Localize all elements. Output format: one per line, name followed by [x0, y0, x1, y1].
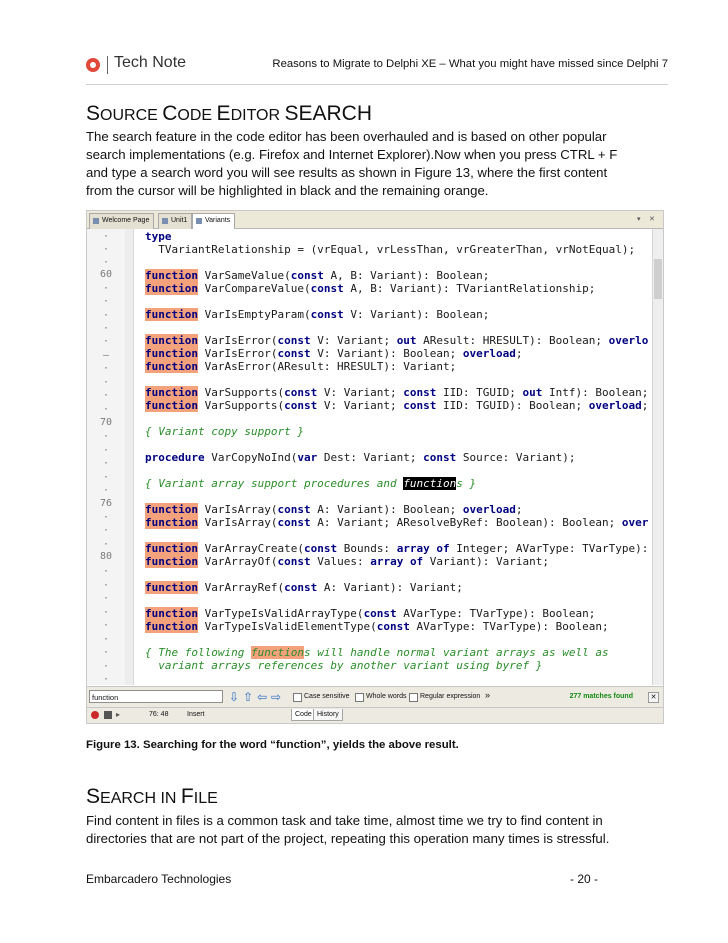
- tab-variants[interactable]: Variants: [192, 213, 235, 229]
- page-icon: [93, 218, 99, 224]
- line-number-gutter: · · · 60 · · · · · – · · · · 70 · · · · · 76 · · · 80 · · · · · · · · ·: [87, 229, 125, 685]
- page-number: - 20 -: [570, 872, 599, 886]
- tab-code[interactable]: Code: [291, 709, 316, 721]
- figure-caption: Figure 13. Searching for the word “function”, yields the above result.: [86, 739, 459, 751]
- stop-macro-icon[interactable]: [104, 711, 112, 719]
- play-macro-icon[interactable]: ▸: [116, 710, 121, 719]
- regular-expression-checkbox[interactable]: Regular expression: [409, 692, 480, 702]
- search-input[interactable]: function: [89, 690, 223, 703]
- section2-paragraph: Find content in files is a common task and take time, almost time we try to find content in directories that are not part of the project, repeating this operation many times is stressful.: [86, 813, 610, 846]
- code-lines: type TVariantRelationship = (vrEqual, vrLessThan, vrGreaterThan, vrNotEqual); function VarSameValue(const A, B: Variant): Boolean; function VarCompareValue(const A, B: Variant): TVariantRelationship; function VarIsEmptyParam(const V: Variant): Boolean; function VarIsError(const V: Variant; out AResult: HRESULT): Boolean; overlo function VarIsError(const V: Variant): Boolean; overload; function VarAsError(AResult: HRESULT): Variant; function VarSupports(const V: Variant; const IID: TGUID; out Intf): Boolean; function VarSupports(const V: Variant; const IID: TGUID): Boolean; overload; { Variant copy support } procedure VarCopyNoInd(var Dest: Variant; const Source: Variant); { Variant array support procedures and functions } function VarIsArray(const A: Variant): Boolean; overload; function VarIsArray(const A: Variant; AResolveByRef: Boolean): Boolean; over function VarArrayCreate(const Bounds: array of Integer; AVarType: TVarType): function VarArrayOf(const Values: array of Variant): Variant; function VarArrayRef(const A: Variant): Variant; function VarTypeIsValidArrayType(const AVarType: TVarType): Boolean; function VarTypeIsValidElementType(const AVarType: TVarType): Boolean; { The following functions will handle normal variant arrays as well as variant arrays references by another variant using byref }: [145, 230, 649, 672]
- line-number: 70: [99, 417, 113, 428]
- match-count: 277 matches found: [569, 693, 633, 700]
- case-sensitive-checkbox[interactable]: Case sensitive: [293, 692, 350, 702]
- change-bar: [125, 229, 134, 685]
- tab-dropdown-icon[interactable]: ▾: [637, 216, 641, 223]
- tab-unit1[interactable]: Unit1: [158, 213, 192, 229]
- find-previous-icon[interactable]: ⇧: [243, 690, 254, 704]
- ide-screenshot: [86, 210, 664, 724]
- embarcadero-logo-icon: [86, 58, 100, 72]
- more-options-icon[interactable]: »: [485, 690, 491, 700]
- close-find-bar-icon[interactable]: ✕: [648, 692, 659, 703]
- find-previous-arrow-icon[interactable]: ⇨: [271, 690, 282, 704]
- section-heading-search-in-file: SEARCH IN FILE: [86, 785, 218, 808]
- tab-welcome-page[interactable]: Welcome Page: [89, 213, 154, 229]
- record-macro-icon[interactable]: [91, 711, 99, 719]
- find-next-arrow-icon[interactable]: ⇦: [257, 690, 268, 704]
- close-tab-icon[interactable]: ✕: [649, 216, 655, 223]
- edit-mode: Insert: [187, 711, 205, 718]
- line-number: 60: [99, 269, 113, 280]
- cursor-position: 76: 48: [149, 711, 169, 718]
- editor-tab-bar: [87, 211, 663, 229]
- code-editor[interactable]: [87, 229, 663, 685]
- section-heading-source-code-editor-search: SOURCE CODE EDITOR SEARCH: [86, 102, 373, 125]
- header-title: Reasons to Migrate to Delphi XE – What you might have missed since Delphi 7: [272, 58, 668, 70]
- status-bar: [87, 707, 663, 724]
- unit-icon: [196, 218, 202, 224]
- section1-paragraph: The search feature in the code editor has been overhauled and is based on other popular search implementations (e.g. Firefox and Internet Explorer).Now when you press CTRL + F and type a search word you will see results as shown in Figure 13, where the first content from the cursor will be highlighted in black and the remaining orange.: [86, 129, 618, 198]
- footer-company: Embarcadero Technologies: [86, 872, 232, 886]
- find-next-icon[interactable]: ⇩: [229, 690, 240, 704]
- scrollbar-thumb[interactable]: [654, 259, 662, 299]
- tab-history[interactable]: History: [313, 709, 343, 721]
- line-number: 80: [99, 551, 113, 562]
- vertical-scrollbar[interactable]: [652, 229, 663, 685]
- line-number: 76: [99, 498, 113, 509]
- page-header: [86, 52, 668, 82]
- header-rule: [86, 84, 668, 85]
- brand-name: Tech Note: [114, 54, 187, 71]
- unit-icon: [162, 218, 168, 224]
- whole-words-checkbox[interactable]: Whole words: [355, 692, 406, 702]
- find-bar: [87, 686, 663, 707]
- header-separator: [107, 56, 108, 74]
